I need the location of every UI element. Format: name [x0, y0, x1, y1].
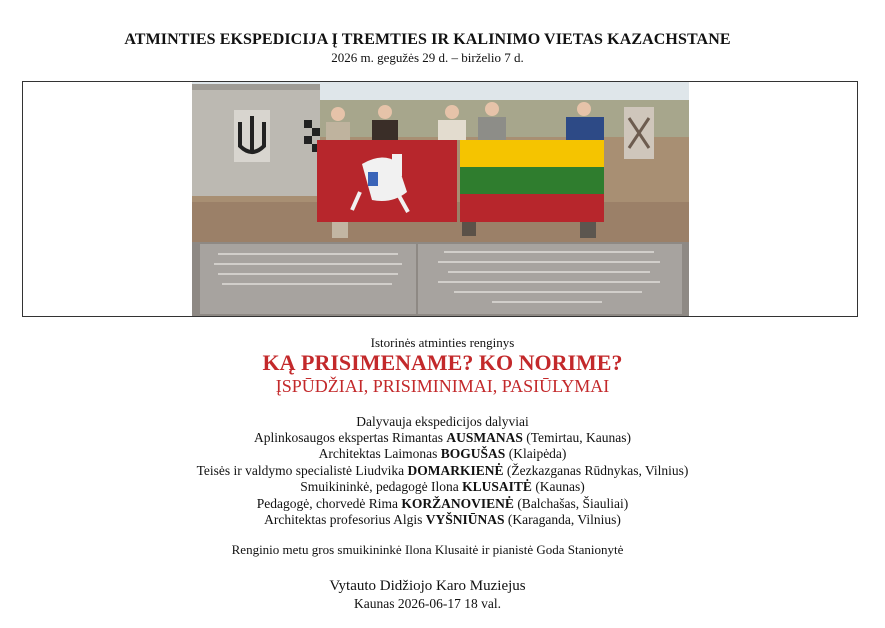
memorial-photo — [192, 82, 689, 316]
participant-surname: BOGUŠAS — [440, 446, 506, 462]
participant-role: Teisės ir valdymo specialistė Liudvika — [196, 462, 408, 478]
participant-surname: KLUSAITĖ — [462, 479, 532, 495]
participant-role: Architektas Laimonas — [318, 446, 441, 462]
participant-place: (Kaunas) — [531, 479, 585, 495]
event-type: Istorinės atminties renginys — [370, 335, 515, 350]
participant-role: Smuikininkė, pedagogė Ilona — [300, 479, 463, 495]
participant-place: (Balchašas, Šiauliai) — [513, 495, 629, 511]
participant-place: (Klaipėda) — [505, 446, 567, 462]
participant-role: Architektas profesorius Algis — [264, 512, 426, 528]
document-title: ATMINTIES EKSPEDICIJA Į TREMTIES IR KALINIMO VIETAS KAZACHSTANE — [124, 31, 731, 48]
participant-surname: VYŠNIŪNAS — [425, 512, 505, 528]
participant-surname: AUSMANAS — [446, 430, 523, 445]
participants-heading: Dalyvauja ekspedicijos dalyviai — [356, 414, 529, 429]
participant — [0, 430, 885, 446]
event-subheadline: ĮSPŪDŽIAI, PRISIMINIMAI, PASIŪLYMAI — [275, 376, 610, 396]
participant — [0, 463, 885, 479]
expedition-dates: 2026 m. gegužės 29 d. – birželio 7 d. — [331, 50, 524, 65]
music-note: Renginio metu gros smuikininkė Ilona Klusaitė ir pianistė Goda Stanionytė — [231, 542, 624, 557]
participant-role: Pedagogė, chorvedė Rima — [256, 495, 402, 511]
participant — [0, 512, 885, 528]
participant — [0, 446, 885, 462]
participant-place: (Karaganda, Vilnius) — [504, 512, 621, 528]
participant-place: (Žezkazganas Rūdnykas, Vilnius) — [503, 462, 689, 478]
event-datetime: Kaunas 2026-06-17 18 val. — [354, 596, 501, 611]
participant — [0, 496, 885, 512]
participants-list — [0, 430, 885, 528]
participant-surname: KORŽANOVIENĖ — [401, 495, 514, 511]
photo-frame — [22, 81, 858, 317]
participant-place: (Temirtau, Kaunas) — [522, 430, 631, 445]
participant-role: Aplinkosaugos ekspertas Rimantas — [253, 430, 447, 445]
participant-surname: DOMARKIENĖ — [407, 462, 504, 478]
event-headline: KĄ PRISIMENAME? KO NORIME? — [262, 350, 623, 375]
venue-name: Vytauto Didžiojo Karo Muziejus — [329, 578, 526, 594]
participant — [0, 479, 885, 495]
